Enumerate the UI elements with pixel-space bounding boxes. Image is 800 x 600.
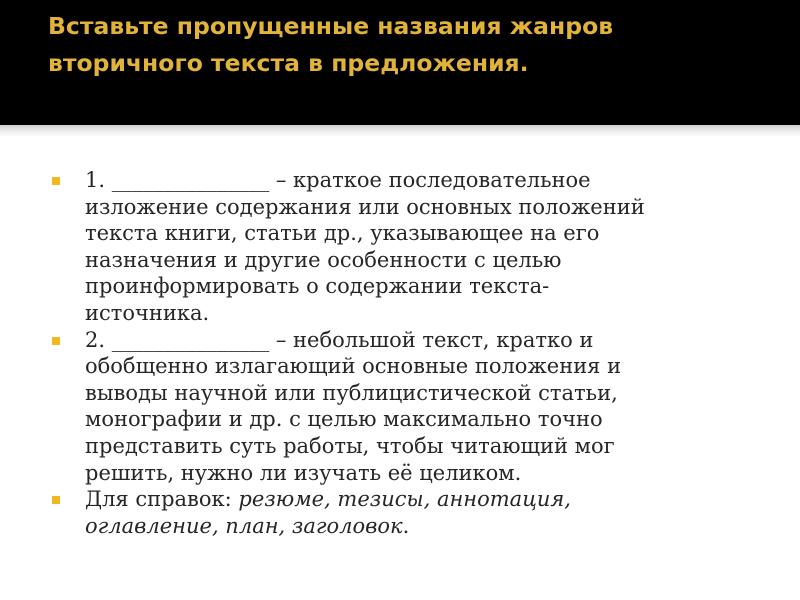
bullet-item-2 [52,327,752,487]
title-bar [0,0,800,125]
square-bullet-icon [52,177,60,185]
reference-ending: . [402,513,410,538]
slide-title-line-1: Вставьте пропущенные названия жанров [48,12,614,40]
bullet-item-1-text: 1. _______________ – краткое последовательное изложение содержания или основных положений текста книги, статьи др., указывающее на его назначения и другие особенности с целью проинформировать о содержании текста- источника. [85,168,645,325]
title-bar-shadow [0,125,800,137]
bullet-item-1 [52,167,752,327]
bullet-item-3 [52,486,752,539]
square-bullet-icon [52,337,60,345]
bullet-item-2-text: 2. _______________ – небольшой текст, кратко и обобщенно излагающий основные положения и выводы научной или публицистической статьи, монографии и др. с целью максимально точно представить суть работы, чтобы читающий мог решить, нужно ли изучать её целиком. [85,327,622,485]
square-bullet-icon [52,496,60,504]
reference-list: резюме, тезисы, аннотация, оглавление, план, заголовок [85,487,571,538]
slide-title-line-2: вторичного текста в предложения. [48,49,529,77]
reference-label: Для справок: [85,487,239,512]
slide-title [48,8,768,82]
slide-content [52,167,752,539]
